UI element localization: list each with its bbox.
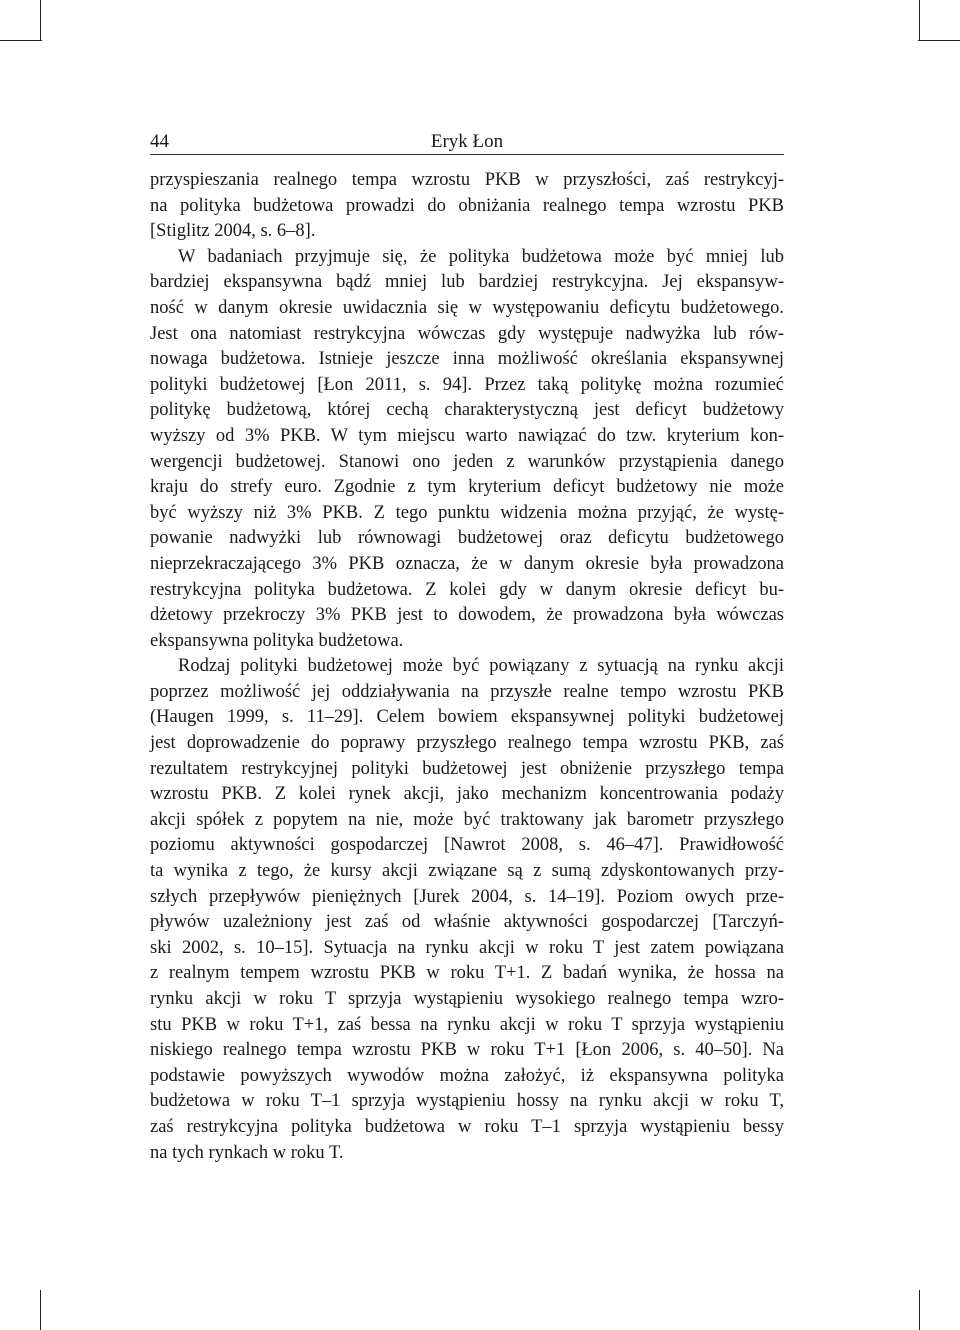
text-line: szłych przepływów pieniężnych [Jurek 2004, s. 14–19]. Poziom owych prze-	[150, 886, 784, 907]
text-line: pływów uzależniony jest zaś od właśnie aktywności gospodarczej [Tarczyń-	[150, 912, 784, 933]
text-line: restrykcyjna polityka budżetowa. Z kolei gdy w danym okresie deficyt bu-	[150, 579, 784, 600]
text-line: budżetowa w roku T–1 sprzyja wystąpieniu hossy na rynku akcji w roku T,	[150, 1091, 784, 1112]
page-number: 44	[150, 131, 169, 152]
running-head-author: Eryk Łon	[430, 131, 504, 152]
text-line: powanie nadwyżki lub równowagi budżetowej oraz deficytu budżetowego	[150, 528, 784, 549]
crop-mark	[918, 40, 960, 41]
text-line: Jest ona natomiast restrykcyjna wówczas gdy występuje nadwyżka lub rów-	[150, 323, 784, 344]
text-line: podstawie powyższych wywodów można założyć, iż ekspansywna polityka	[150, 1065, 784, 1086]
text-line: W badaniach przyjmuje się, że polityka budżetowa może być mniej lub	[178, 246, 784, 267]
text-line: przyspieszania realnego tempa wzrostu PKB w przyszłości, zaś restrykcyj-	[150, 170, 784, 190]
text-line: (Haugen 1999, s. 11–29]. Celem bowiem ekspansywnej polityki budżetowej	[150, 707, 784, 728]
text-line: [Stiglitz 2004, s. 6–8].	[150, 221, 316, 242]
text-line: jest doprowadzenie do poprawy przyszłego realnego tempa wzrostu PKB, zaś	[150, 733, 784, 754]
text-line: niskiego realnego tempa wzrostu PKB w roku T+1 [Łon 2006, s. 40–50]. Na	[150, 1040, 784, 1061]
crop-mark	[40, 0, 41, 40]
text-line: ta wynika z tego, że kursy akcji związane są z sumą zdyskontowanych przy-	[150, 861, 784, 882]
text-line: być wyższy niż 3% PKB. Z tego punktu widzenia można przyjąć, że wystę-	[150, 502, 784, 523]
text-line: Rodzaj polityki budżetowej może być powiązany z sytuacją na rynku akcji	[178, 656, 784, 677]
text-line: stu PKB w roku T+1, zaś bessa na rynku akcji w roku T sprzyja wystąpieniu	[150, 1014, 784, 1035]
text-line: akcji spółek z popytem na nie, może być traktowany jak barometr przyszłego	[150, 809, 784, 830]
running-header	[150, 128, 784, 155]
crop-mark	[0, 40, 42, 41]
text-line: nowaga budżetowa. Istnieje jeszcze inna możliwość określania ekspansywnej	[150, 349, 784, 370]
text-line: z realnym tempem wzrostu PKB w roku T+1. Z badań wynika, że hossa na	[150, 963, 784, 984]
text-line: na polityka budżetowa prowadzi do obniżania realnego tempa wzrostu PKB	[150, 195, 784, 216]
text-line: ność w danym okresie uwidacznia się w występowaniu deficytu budżetowego.	[150, 297, 784, 318]
text-line: na tych rynkach w roku T.	[150, 1142, 344, 1163]
text-line: poprzez możliwość jej oddziaływania na przyszłe realne tempo wzrostu PKB	[150, 681, 784, 702]
text-line: dżetowy przekroczy 3% PKB jest to dowodem, że prowadzona była wówczas	[150, 605, 784, 626]
text-line: wergencji budżetowej. Stanowi ono jeden z warunków przystąpienia danego	[150, 451, 784, 472]
text-line: polityki budżetowej [Łon 2011, s. 94]. Przez taką politykę można rozumieć	[150, 374, 784, 395]
text-line: wyższy od 3% PKB. W tym miejscu warto nawiązać do tzw. kryterium kon-	[150, 425, 784, 446]
text-line: poziomu aktywności gospodarczej [Nawrot 2008, s. 46–47]. Prawidłowość	[150, 835, 784, 856]
body-text	[150, 168, 784, 1166]
text-line: zaś restrykcyjna polityka budżetowa w roku T–1 sprzyja wystąpieniu bessy	[150, 1116, 784, 1137]
crop-mark	[40, 1290, 41, 1330]
text-line: nieprzekraczającego 3% PKB oznacza, że w danym okresie była prowadzona	[150, 553, 784, 574]
crop-mark	[919, 0, 920, 40]
text-line: rezultatem restrykcyjnej polityki budżetowej jest obniżenie przyszłego tempa	[150, 758, 784, 779]
crop-mark	[919, 1290, 920, 1330]
text-line: politykę budżetową, której cechą charakterystyczną jest deficyt budżetowy	[150, 400, 784, 421]
text-line: wzrostu PKB. Z kolei rynek akcji, jako mechanizm koncentrowania podaży	[150, 784, 784, 805]
text-line: ekspansywna polityka budżetowa.	[150, 630, 404, 651]
text-line: rynku akcji w roku T sprzyja wystąpieniu wysokiego realnego tempa wzro-	[150, 989, 784, 1009]
text-line: bardziej ekspansywna bądź mniej lub bardziej restrykcyjna. Jej ekspansyw-	[150, 272, 784, 293]
text-line: kraju do strefy euro. Zgodnie z tym kryterium deficyt budżetowy nie może	[150, 477, 784, 498]
text-line: ski 2002, s. 10–15]. Sytuacja na rynku akcji w roku T jest zatem powiązana	[150, 937, 784, 958]
